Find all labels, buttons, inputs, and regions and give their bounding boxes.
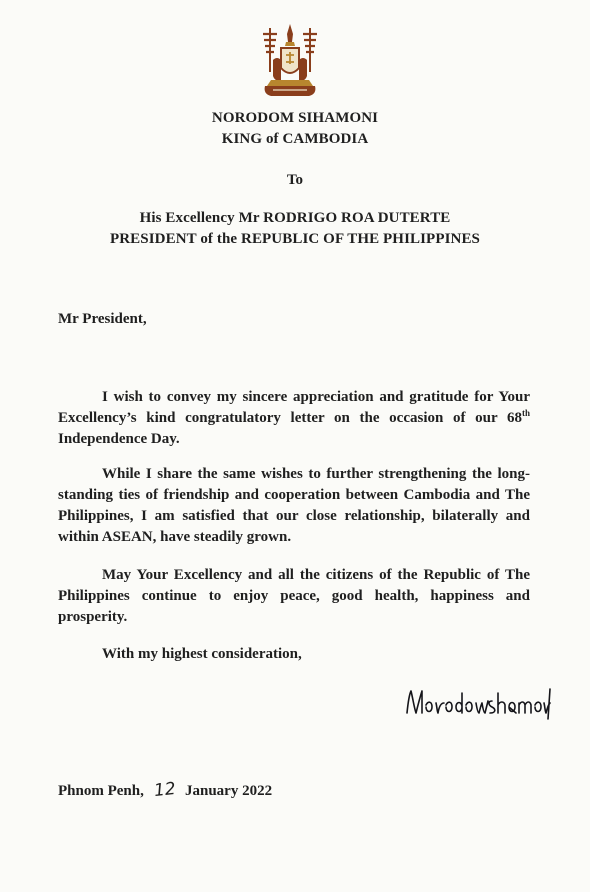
body-paragraph-3: May Your Excellency and all the citizens of the Republic of The Philippines continue to enjoy peace, good health, happiness and prosperity. [58, 567, 530, 625]
salutation: Mr President, [58, 311, 147, 327]
body-paragraph-1 [58, 387, 530, 450]
sender-title: KING of CAMBODIA [221, 131, 369, 147]
paragraph-1-text: I wish to convey my sincere appreciation and gratitude for Your Excellency’s kind congratulatory letter on the occasion of our 68 [58, 389, 530, 426]
date-line [58, 780, 272, 800]
recipient-line-2: PRESIDENT of the REPUBLIC OF THE PHILIPPINES [109, 231, 481, 247]
paragraph-1-tail: Independence Day. [58, 431, 180, 447]
royal-coat-of-arms-icon [257, 22, 323, 100]
to-label: To [286, 172, 304, 188]
handwritten-signature [404, 683, 552, 721]
handwritten-day: 12 [152, 778, 177, 802]
month-year: January 2022 [185, 783, 273, 799]
sender-name: NORODOM SIHAMONI [211, 110, 379, 126]
closing-line: With my highest consideration, [102, 646, 302, 662]
recipient-line-1: His Excellency Mr RODRIGO ROA DUTERTE [139, 210, 451, 226]
body-paragraph-2: While I share the same wishes to further strengthening the long-standing ties of friendship and cooperation between Cambodia and The Philippines, I am satisfied that our close relationship, bilaterally and within ASEAN, have steadily grown. [58, 466, 530, 545]
place-name: Phnom Penh, [58, 783, 144, 799]
ordinal-suffix: th [521, 408, 530, 418]
